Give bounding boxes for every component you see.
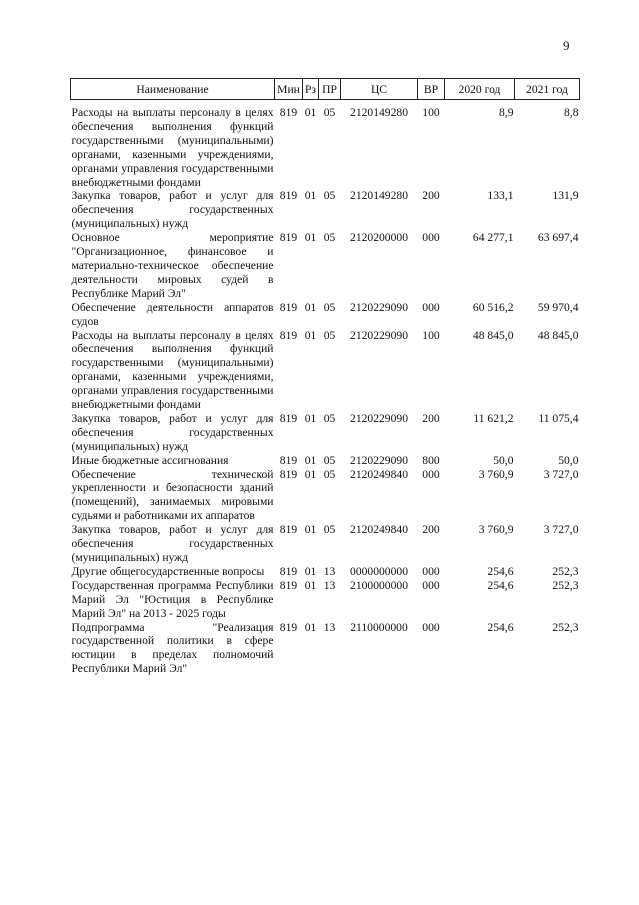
- row-cs: 0000000000: [350, 564, 408, 578]
- row-rz: 01: [304, 300, 317, 314]
- table-row: [71, 412, 580, 454]
- header-2021: 2021 год: [515, 79, 580, 100]
- row-vr: 200: [422, 523, 440, 537]
- row-cs: 2110000000: [350, 620, 408, 634]
- row-vr: 100: [422, 328, 440, 342]
- table-row: [71, 579, 580, 621]
- row-vr: 200: [422, 189, 440, 203]
- row-cs: 2120149280: [350, 106, 408, 119]
- row-amount-2020: 3 760,9: [478, 523, 514, 537]
- header-2020: 2020 год: [445, 79, 515, 100]
- row-name: Основное мероприятие "Организационное, финансовое и материально-техническое обеспечение деятельности мировых судей в Республике Марий Эл": [71, 231, 274, 300]
- table-row: [71, 565, 580, 579]
- table-row: [71, 329, 580, 412]
- table-row: [71, 468, 580, 524]
- row-cs: 2120229090: [350, 300, 408, 314]
- row-amount-2020: 48 845,0: [472, 328, 514, 342]
- row-name: Другие общегосударственные вопросы: [71, 564, 265, 578]
- row-name: Подпрограмма "Реализация государственной политики в сфере юстиции в пределах полномочий Республики Марий Эл": [71, 620, 274, 676]
- row-pr: 05: [323, 523, 336, 537]
- row-min: 819: [279, 106, 298, 119]
- row-vr: 200: [422, 411, 440, 425]
- row-min: 819: [279, 231, 298, 245]
- row-min: 819: [279, 300, 298, 314]
- row-pr: 05: [323, 300, 336, 314]
- row-amount-2020: 64 277,1: [472, 231, 514, 245]
- row-amount-2020: 254,6: [487, 564, 514, 578]
- row-amount-2021: 252,3: [552, 620, 579, 634]
- page-number: 9: [563, 38, 570, 53]
- row-name: Закупка товаров, работ и услуг для обеспечения государственных (муниципальных) нужд: [71, 411, 274, 453]
- row-amount-2021: 50,0: [558, 453, 579, 467]
- row-rz: 01: [304, 467, 317, 481]
- row-cs: 2100000000: [350, 578, 408, 592]
- row-pr: 13: [323, 578, 336, 592]
- budget-table: [70, 78, 580, 676]
- row-name: Расходы на выплаты персоналу в целях обеспечения выполнения функций государственными (муниципальными) органами, казенными учреждениями, органами управления государственными внебюджетными фондами: [71, 106, 274, 189]
- header-min: Мин: [275, 79, 303, 100]
- row-rz: 01: [304, 620, 317, 634]
- row-name: Расходы на выплаты персоналу в целях обеспечения выполнения функций государственными (муниципальными) органами, казенными учреждениями, органами управления государственными внебюджетными фондами: [71, 328, 274, 412]
- row-amount-2020: 50,0: [493, 453, 514, 467]
- row-rz: 01: [304, 564, 317, 578]
- row-amount-2021: 131,9: [552, 189, 579, 203]
- row-amount-2020: 254,6: [487, 620, 514, 634]
- row-amount-2021: 252,3: [552, 564, 579, 578]
- row-pr: 13: [323, 564, 336, 578]
- row-amount-2021: 11 075,4: [538, 411, 579, 425]
- row-pr: 05: [323, 328, 336, 342]
- row-pr: 05: [323, 467, 336, 481]
- row-vr: 800: [422, 453, 440, 467]
- row-amount-2020: 3 760,9: [478, 467, 514, 481]
- row-pr: 05: [323, 189, 336, 203]
- table-row: [71, 523, 580, 565]
- table-row: [71, 231, 580, 301]
- table-row: [71, 621, 580, 677]
- row-rz: 01: [304, 523, 317, 537]
- row-amount-2021: 252,3: [552, 578, 579, 592]
- row-amount-2021: 3 727,0: [543, 523, 579, 537]
- row-vr: 000: [422, 564, 440, 578]
- row-cs: 2120149280: [350, 189, 408, 203]
- row-rz: 01: [304, 106, 317, 119]
- row-pr: 05: [323, 453, 336, 467]
- row-amount-2021: 59 970,4: [537, 300, 579, 314]
- row-pr: 05: [323, 106, 336, 119]
- row-min: 819: [279, 411, 298, 425]
- row-name: Иные бюджетные ассигнования: [71, 453, 229, 467]
- row-cs: 2120200000: [350, 231, 408, 245]
- row-vr: 100: [422, 106, 440, 119]
- row-amount-2020: 11 621,2: [473, 411, 514, 425]
- row-cs: 2120249840: [350, 467, 408, 481]
- table-row: [71, 189, 580, 231]
- row-pr: 05: [323, 231, 336, 245]
- row-rz: 01: [304, 328, 317, 342]
- row-cs: 2120229090: [350, 411, 408, 425]
- row-vr: 000: [422, 467, 440, 481]
- row-min: 819: [279, 578, 298, 592]
- row-amount-2021: 63 697,4: [537, 231, 579, 245]
- row-rz: 01: [304, 453, 317, 467]
- row-name: Закупка товаров, работ и услуг для обеспечения государственных (муниципальных) нужд: [71, 523, 274, 564]
- row-min: 819: [279, 620, 298, 634]
- row-min: 819: [279, 564, 298, 578]
- row-cs: 2120229090: [350, 328, 408, 342]
- row-cs: 2120229090: [350, 453, 408, 467]
- row-amount-2020: 60 516,2: [472, 300, 514, 314]
- row-amount-2021: 48 845,0: [537, 328, 579, 342]
- header-name: Наименование: [71, 79, 275, 100]
- header-pr: ПР: [319, 79, 341, 100]
- row-name: Обеспечение деятельности аппаратов судов: [71, 300, 274, 328]
- row-name: Закупка товаров, работ и услуг для обеспечения государственных (муниципальных) нужд: [71, 189, 274, 231]
- row-amount-2021: 8,8: [564, 106, 579, 119]
- row-vr: 000: [422, 620, 440, 634]
- row-amount-2020: 133,1: [487, 189, 514, 203]
- row-rz: 01: [304, 189, 317, 203]
- header-vr: ВР: [418, 79, 445, 100]
- row-amount-2021: 3 727,0: [543, 467, 579, 481]
- table-row: [71, 301, 580, 329]
- row-rz: 01: [304, 411, 317, 425]
- row-min: 819: [279, 467, 298, 481]
- row-min: 819: [279, 453, 298, 467]
- row-pr: 05: [323, 411, 336, 425]
- row-min: 819: [279, 523, 298, 537]
- row-vr: 000: [422, 231, 440, 245]
- row-cs: 2120249840: [350, 523, 408, 537]
- header-rz: Рз: [303, 79, 319, 100]
- row-amount-2020: 254,6: [487, 578, 514, 592]
- table-body: [71, 100, 580, 677]
- row-min: 819: [279, 189, 298, 203]
- header-row: [71, 79, 580, 100]
- row-name: Государственная программа Республики Марий Эл "Юстиция в Республике Марий Эл" на 2013 - 2025 годы: [71, 578, 274, 620]
- row-amount-2020: 8,9: [499, 106, 514, 119]
- row-min: 819: [279, 328, 298, 342]
- row-pr: 13: [323, 620, 336, 634]
- row-rz: 01: [304, 578, 317, 592]
- row-vr: 000: [422, 300, 440, 314]
- table-row: [71, 100, 580, 190]
- header-cs: ЦС: [341, 79, 418, 100]
- row-vr: 000: [422, 578, 440, 592]
- table-row: [71, 454, 580, 468]
- row-name: Обеспечение технической укрепленности и безопасности зданий (помещений), занимаемых мировыми судьями и работниками их аппаратов: [71, 467, 274, 523]
- table-header: [71, 79, 580, 100]
- row-rz: 01: [304, 231, 317, 245]
